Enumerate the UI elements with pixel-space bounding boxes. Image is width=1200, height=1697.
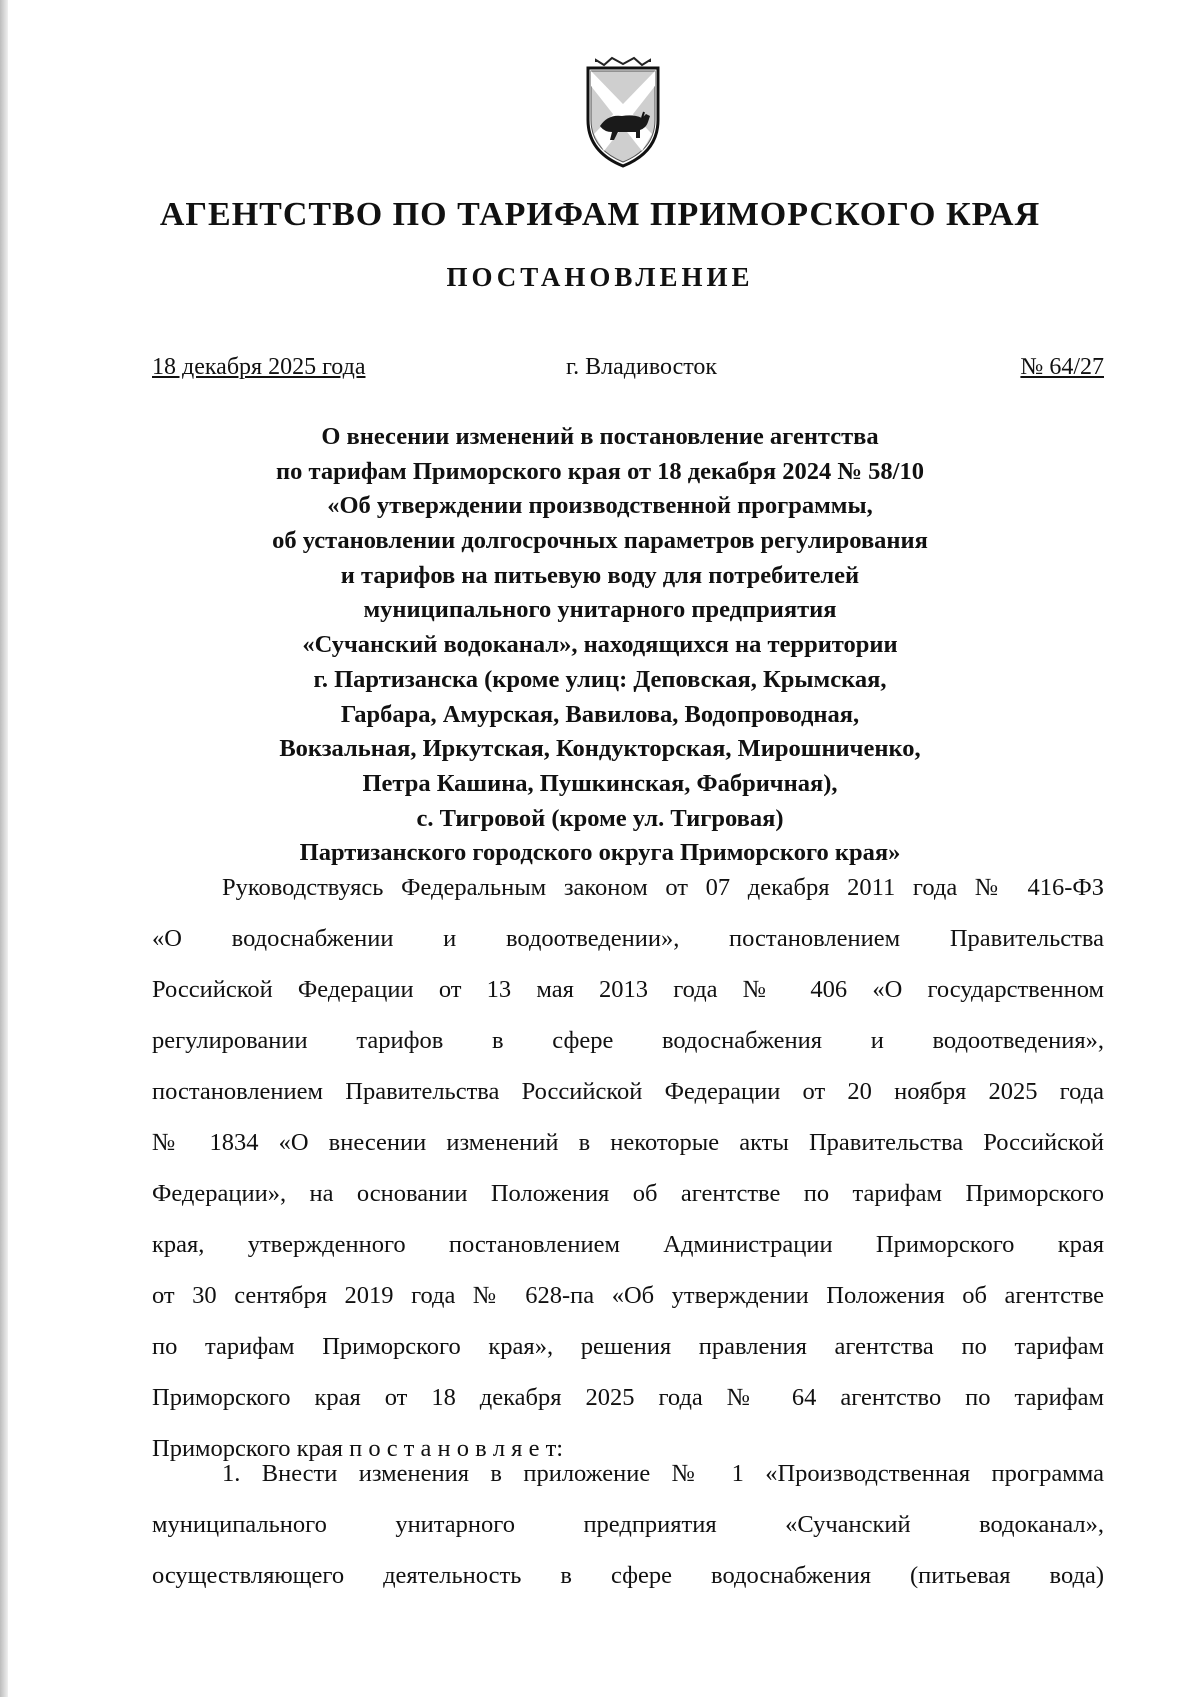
body-line: Руководствуясь Федеральным законом от 07 декабря 2011 года № 416-ФЗ: [222, 874, 1104, 901]
subject-line: муниципального унитарного предприятия: [363, 596, 837, 624]
document-subject: [0, 420, 1200, 871]
body-line: 1. Внести изменения в приложение № 1 «Производственная программа: [222, 1460, 1104, 1487]
body-line: муниципального унитарного предприятия «Сучанский водоканал»,: [152, 1511, 1104, 1538]
item-1-paragraph: [152, 1448, 1104, 1601]
document-city: г. Владивосток: [566, 354, 718, 380]
body-line: от 30 сентября 2019 года № 628-па «Об утверждении Положения об агентстве: [152, 1282, 1104, 1309]
body-line: Приморского края п о с т а н о в л я е т:: [152, 1435, 564, 1462]
subject-line: Вокзальная, Иркутская, Кондукторская, Мирошниченко,: [279, 735, 921, 763]
subject-line: О внесении изменений в постановление агентства: [321, 423, 879, 450]
body-line: «О водоснабжении и водоотведении», постановлением Правительства: [152, 925, 1104, 952]
subject-line: «Сучанский водоканал», находящихся на территории: [302, 631, 898, 659]
subject-line: и тарифов на питьевую воду для потребителей: [340, 561, 860, 589]
body-line: края, утвержденного постановлением Администрации Приморского края: [152, 1231, 1104, 1258]
preamble-paragraph: [152, 862, 1104, 1474]
body-line: № 1834 «О внесении изменений в некоторые акты Правительства Российской: [152, 1129, 1104, 1156]
subject-line: Партизанского городского округа Приморского края»: [299, 839, 901, 867]
body-line: Федерации», на основании Положения об агентстве по тарифам Приморского: [152, 1180, 1104, 1207]
organization-title: АГЕНТСТВО ПО ТАРИФАМ ПРИМОРСКОГО КРАЯ: [159, 196, 1041, 233]
body-line: Приморского края от 18 декабря 2025 года № 64 агентство по тарифам: [152, 1384, 1104, 1411]
subject-line: «Об утверждении производственной программы,: [327, 492, 873, 520]
subject-line: Петра Кашина, Пушкинская, Фабричная),: [362, 769, 838, 797]
body-line: Российской Федерации от 13 мая 2013 года № 406 «О государственном: [152, 976, 1104, 1003]
subject-line: по тарифам Приморского края от 18 декабря 2024 № 58/10: [276, 457, 924, 485]
subject-line: с. Тигровой (кроме ул. Тигровая): [416, 804, 784, 832]
body-line: постановлением Правительства Российской Федерации от 20 ноября 2025 года: [152, 1078, 1104, 1105]
coat-of-arms-icon: [582, 56, 664, 176]
subject-line: об установлении долгосрочных параметров регулирования: [272, 527, 928, 555]
subject-line: Гарбара, Амурская, Вавилова, Водопроводная,: [340, 700, 860, 728]
subject-line: г. Партизанска (кроме улиц: Деповская, Крымская,: [313, 665, 887, 693]
document-number: № 64/27: [1020, 354, 1104, 380]
document-type: ПОСТАНОВЛЕНИЕ: [446, 262, 754, 292]
document-date: 18 декабря 2025 года: [152, 354, 366, 380]
body-line: по тарифам Приморского края», решения правления агентства по тарифам: [152, 1333, 1104, 1360]
body-line: регулировании тарифов в сфере водоснабжения и водоотведения»,: [152, 1027, 1104, 1054]
body-line: осуществляющего деятельность в сфере водоснабжения (питьевая вода): [152, 1562, 1104, 1589]
